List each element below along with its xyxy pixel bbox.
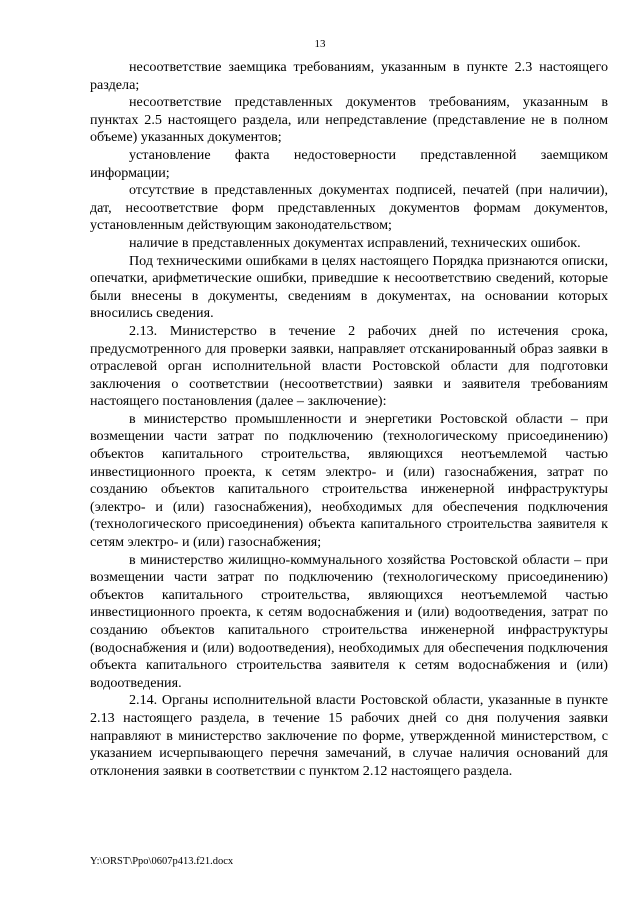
paragraph: наличие в представленных документах исправлений, технических ошибок. — [129, 234, 581, 251]
paragraph: 2.14. Органы исполнительной власти Ростовской области, указанные в пункте 2.13 настоящего раздела, в течение 15 рабочих дней со дня получения заявки направляют в министерство заключение по форме, утвержденной министерством, с указанием исчерпывающего перечня замечаний, в случае наличия оснований для отклонения заявки в соответствии с пунктом 2.12 настоящего раздела. — [90, 692, 608, 779]
paragraph: несоответствие заемщика требованиям, указанным в пункте 2.3 настоящего раздела; — [90, 59, 608, 93]
paragraph: 2.13. Министерство в течение 2 рабочих дней по истечения срока, предусмотренного для проверки заявки, направляет отсканированный образ заявки в отраслевой орган исполнительной власти Ростовской области для подготовки заключения о соответствии (несоответствии) заявки и заявителя требованиям настоящего постановления (далее – заключение): — [90, 322, 608, 410]
paragraph: Под техническими ошибками в целях настоящего Порядка признаются описки, опечатки, арифметические ошибки, приведшие к несоответствию сведений, которые были внесены в документы, сведениям в документах, на основании которых вносились сведения. — [90, 252, 608, 322]
paragraph: отсутствие в представленных документах подписей, печатей (при наличии), дат, несоответствие форм представленных документов формам документов, установленным действующим законодательством; — [90, 182, 608, 234]
paragraph: установление факта недостоверности представленной заемщиком информации; — [90, 146, 608, 181]
file-path-footer: Y:\ORST\Ppo\0607p413.f21.docx — [90, 856, 234, 867]
document-body — [90, 59, 608, 780]
paragraph: несоответствие представленных документов требованиям, указанным в пунктах 2.5 настоящего раздела, или непредставление (представление не в полном объеме) указанных документов; — [90, 94, 608, 146]
page-number: 13 — [314, 38, 326, 50]
paragraph: в министерство жилищно-коммунального хозяйства Ростовской области – при возмещении части затрат по подключению (технологическому присоединению) объектов капитального строительства, являющихся неотъемлемой частью инвестиционного проекта, к сетям водоснабжения и (или) водоотведения, затрат по созданию объектов капитального строительства инженерной инфраструктуры (водоснабжения и (или) водоотведения), необходимых для обеспечения подключения объекта капитального строительства заявителя к сетям водоснабжения и (или) водоотведения. — [90, 551, 608, 691]
paragraph: в министерство промышленности и энергетики Ростовской области – при возмещении части затрат по подключению (технологическому присоединению) объектов капитального строительства, являющихся неотъемлемой частью инвестиционного проекта, к сетям электро- и (или) газоснабжения, затрат по созданию объектов капитального строительства инженерной инфраструктуры (электро- и (или) газоснабжения), необходимых для обеспечения подключения (технологического присоединения) объекта капитального строительства заявителя к сетям электро- и (или) газоснабжения; — [90, 410, 608, 551]
